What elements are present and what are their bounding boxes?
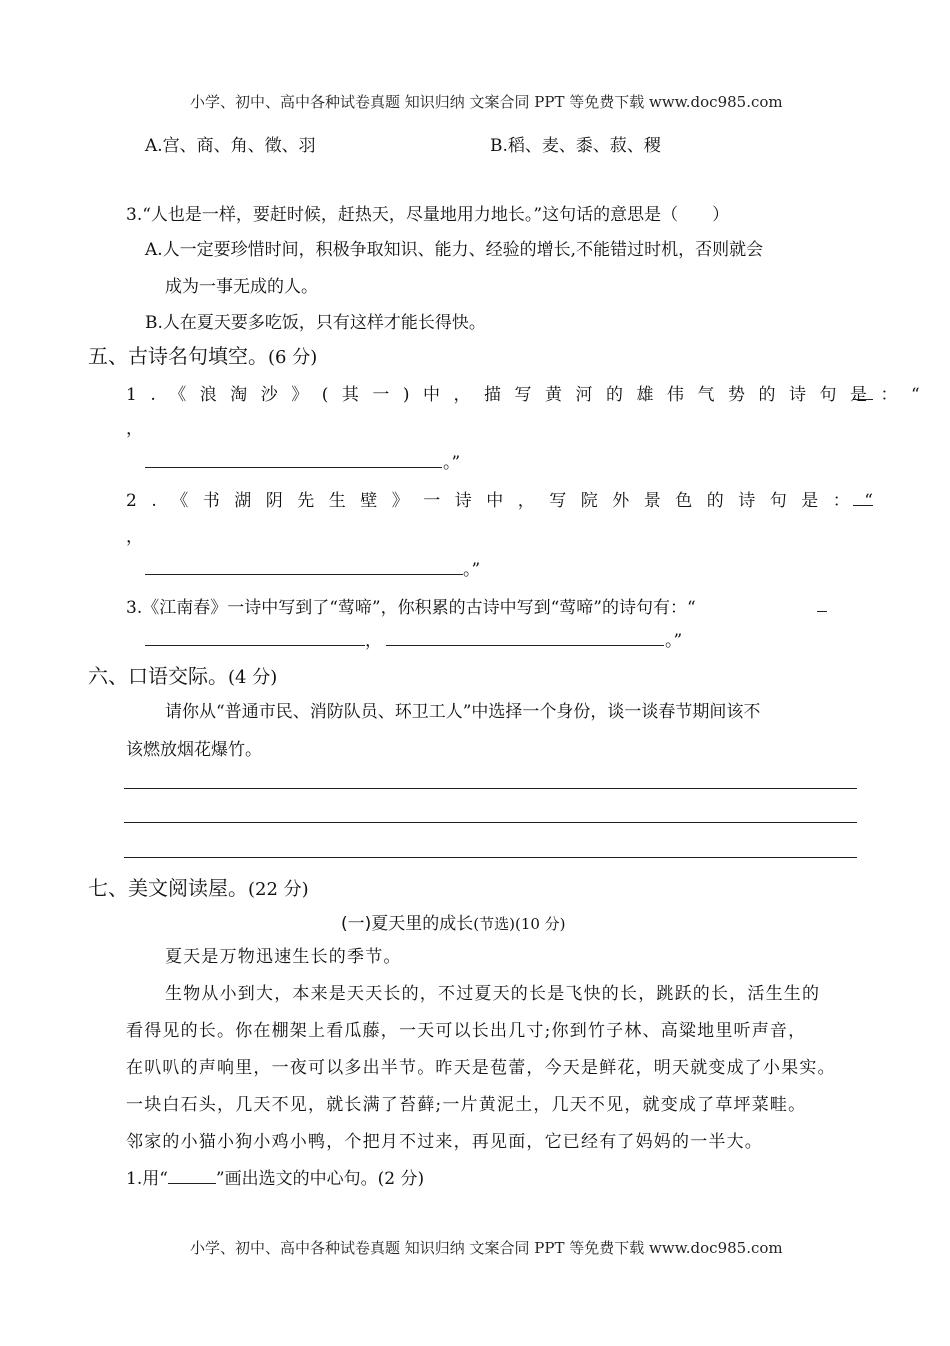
section-points: (4 分) — [228, 667, 278, 688]
reading-line: 邻家的小猫小狗小鸡小鸭，个把月不过来，再见面，它已经有了妈妈的一半大。 — [126, 1132, 763, 1152]
poem-question-3: 3.《江南春》一诗中写到了“莺啼”，你积累的古诗中写到“莺啼”的诗句有：“ — [126, 598, 696, 618]
comma: ， — [365, 631, 382, 651]
poem-question-1: 1.《浪淘沙》(其一)中，描写黄河的雄伟气势的诗句是：“ — [126, 385, 934, 405]
page-footer: 小学、初中、高中各种试卷真题 知识归纳 文案合同 PPT 等免费下载 www.doc985.com — [190, 1239, 783, 1257]
blank-end: 。” — [463, 560, 481, 580]
question-3-option-b: B.人在夏天要多吃饭，只有这样才能长得快。 — [145, 313, 486, 333]
reading-paragraph-1: 夏天是万物迅速生长的季节。 — [165, 947, 402, 967]
reading-line: 生物从小到大，本来是天天长的，不过夏天的长是飞快的长，跳跃的长，活生生的 — [165, 984, 821, 1004]
question-3-option-a-line2: 成为一事无成的人。 — [165, 277, 318, 297]
section-6-prompt-line1: 请你从“普通市民、消防队员、环卫工人”中选择一个身份，谈一谈春节期间该不 — [165, 702, 761, 722]
question-suffix: ”画出选文的中心句。(2 分) — [215, 1169, 425, 1189]
reading-title: (一)夏天里的成长 — [341, 914, 474, 934]
writing-line[interactable] — [124, 788, 857, 789]
section-title: 六、口语交际。 — [88, 664, 228, 688]
reading-line: 看得见的长。你在棚架上看瓜藤，一天可以长出几寸;你到竹子林、高粱地里听声音， — [126, 1021, 807, 1041]
question-3-option-a-line1: A.人一定要珍惜时间，积极争取知识、能力、经验的增长,不能错过时机，否则就会 — [145, 240, 764, 260]
section-title: 五、古诗名句填空。 — [88, 344, 268, 368]
blank-end: 。” — [665, 631, 683, 651]
section-points: (22 分) — [248, 879, 309, 900]
section-5-heading — [88, 340, 317, 369]
page-header: 小学、初中、高中各种试卷真题 知识归纳 文案合同 PPT 等免费下载 www.doc985.com — [190, 93, 783, 111]
comma: ， — [126, 527, 143, 547]
section-6-heading — [88, 660, 277, 689]
writing-line[interactable] — [124, 857, 857, 858]
reading-subtitle — [341, 909, 566, 934]
answer-blank[interactable] — [853, 399, 873, 400]
reading-question-1 — [126, 1164, 424, 1189]
answer-blank[interactable] — [386, 645, 664, 646]
reading-line: 在叭叭的声响里，一夜可以多出半节。昨天是苞蕾，今天是鲜花，明天就变成了小果实。 — [126, 1058, 836, 1078]
writing-line[interactable] — [124, 822, 857, 823]
answer-blank[interactable] — [817, 611, 827, 612]
reading-title-note: (节选)(10 分) — [473, 915, 566, 933]
section-7-heading — [88, 872, 309, 901]
poem-question-2: 2.《书湖阴先生壁》一诗中，写院外景色的诗句是：“ — [126, 491, 888, 511]
comma: ， — [126, 419, 143, 439]
question-prefix: 1.用“ — [126, 1169, 168, 1189]
question-3-stem: 3.“人也是一样，要赶时候，赶热天，尽量地用力地长。”这句话的意思是（ ） — [126, 205, 730, 225]
option-b: B.稻、麦、黍、菽、稷 — [490, 136, 661, 156]
underline-sample — [168, 1169, 216, 1184]
answer-blank[interactable] — [853, 505, 873, 506]
answer-blank[interactable] — [145, 574, 463, 575]
section-6-prompt-line2: 该燃放烟花爆竹。 — [126, 740, 262, 760]
answer-blank[interactable] — [145, 645, 365, 646]
section-title: 七、美文阅读屋。 — [88, 876, 248, 900]
option-a: A.宫、商、角、徵、羽 — [145, 136, 316, 156]
reading-line: 一块白石头，几天不见，就长满了苔藓;一片黄泥土，几天不见，就变成了草坪菜畦。 — [126, 1095, 807, 1115]
section-points: (6 分) — [268, 347, 318, 368]
blank-end: 。” — [443, 453, 461, 473]
answer-blank[interactable] — [145, 467, 442, 468]
